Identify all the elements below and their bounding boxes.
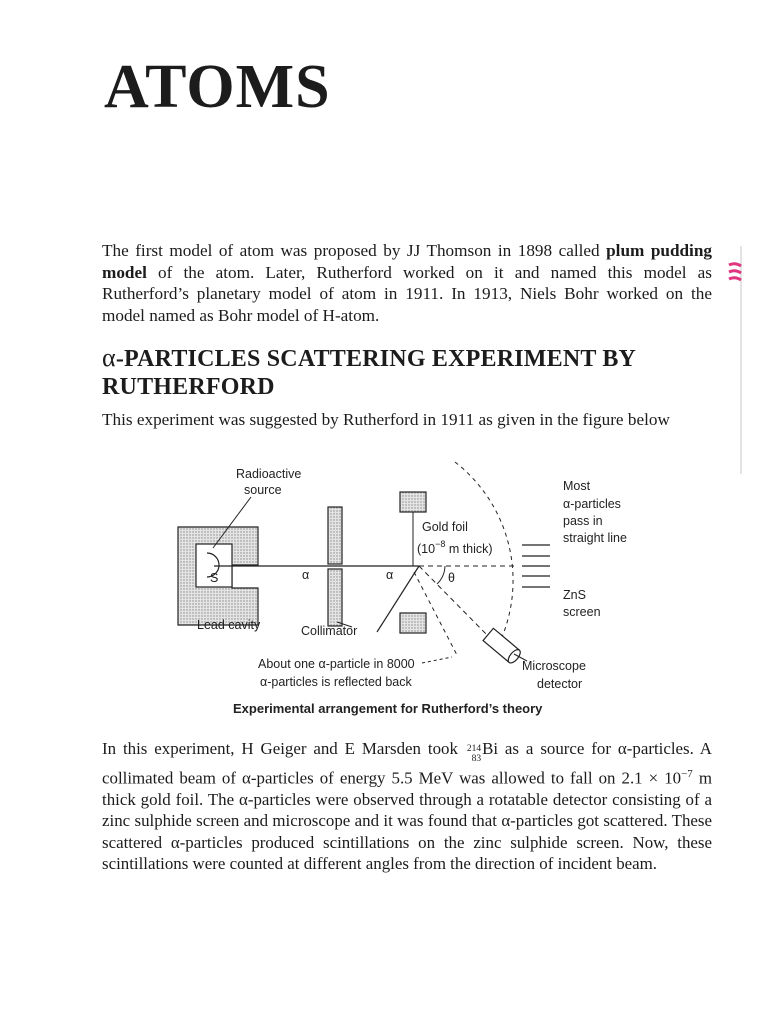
mass-number: 214 (466, 744, 482, 754)
collimator-bottom (328, 569, 342, 626)
zns-label-1: ZnS (563, 588, 586, 602)
diagram-caption: Experimental arrangement for Rutherford’s theory (233, 701, 543, 716)
side-bookmark-icon (728, 262, 742, 286)
alpha-label-2: α (386, 568, 394, 582)
most-label-3: pass in (563, 514, 603, 528)
theta-arc (437, 566, 445, 584)
isotope-numbers (467, 745, 481, 764)
gold-foil-top-block (400, 492, 426, 512)
microscope-label-2: detector (537, 677, 583, 691)
thickness-exponent: −7 (681, 768, 693, 780)
page-title: ATOMS (104, 53, 331, 121)
intro-bold-term: plum pudding model (102, 241, 712, 282)
reflected-leader (422, 657, 452, 663)
rutherford-diagram (0, 452, 768, 730)
lead-cavity-label: Lead cavity (197, 618, 261, 632)
element-symbol: Bi (482, 739, 499, 758)
most-label-2: α-particles (563, 497, 621, 511)
source-s-label: S (210, 571, 219, 585)
experiment-text-3: m thick gold foil. The α-particles were observed through a rotatable detector consisting of a zinc sulphide screen and microscope and it was found that α-particles got scattered. These scattered α-particles produced scintillations on the zinc sulphide screen. Now, these scintillations were counted at different angles from the direction of incident beam. (102, 768, 712, 874)
atomic-number: 83 (471, 753, 482, 764)
gold-foil-bottom-block (400, 613, 426, 633)
most-label-1: Most (563, 479, 591, 493)
experiment-text-2: as a source for α-particles. A collimated beam of α-particles of energy 5.5 MeV was allowed to fall on 2.1 × 10 (102, 739, 712, 788)
microscope-label-1: Microscope (522, 659, 586, 673)
gold-foil-label: Gold foil (422, 520, 468, 534)
experiment-text-1: In this experiment, H Geiger and E Marsden took (102, 739, 465, 758)
most-label-4: straight line (563, 531, 627, 545)
intro-text-1: The first model of atom was proposed by JJ Thomson in 1898 called (102, 241, 607, 260)
collimator-top (328, 507, 342, 564)
radioactive-label-1: Radioactive (236, 467, 302, 481)
foil-thickness-label: ($10^{-8}$ m thick) (417, 539, 493, 556)
reflected-label-2: α-particles is reflected back (260, 675, 412, 689)
heading-text: -PARTICLES SCATTERING EXPERIMENT BY RUTHERFORD (102, 346, 636, 400)
intro-paragraph (102, 240, 712, 326)
experiment-paragraph (102, 738, 712, 875)
heading-alpha: α (102, 343, 116, 372)
theta-label: θ (448, 571, 455, 585)
section-heading (102, 344, 742, 401)
section-intro: This experiment was suggested by Rutherford in 1911 as given in the figure below (102, 410, 670, 429)
reflected-label-1: About one α-particle in 8000 (258, 657, 415, 671)
alpha-label-1: α (302, 568, 310, 582)
collimator-label: Collimator (301, 624, 358, 638)
zns-label-2: screen (563, 605, 601, 619)
radioactive-label-2: source (244, 483, 282, 497)
microscope-icon (483, 628, 522, 665)
intro-text-2: of the atom. Later, Rutherford worked on it and named this model as Rutherford’s planetary model of atom in 1911. In 1913, Niels Bohr worked on the model named as Bohr model of H-atom. (102, 262, 712, 325)
